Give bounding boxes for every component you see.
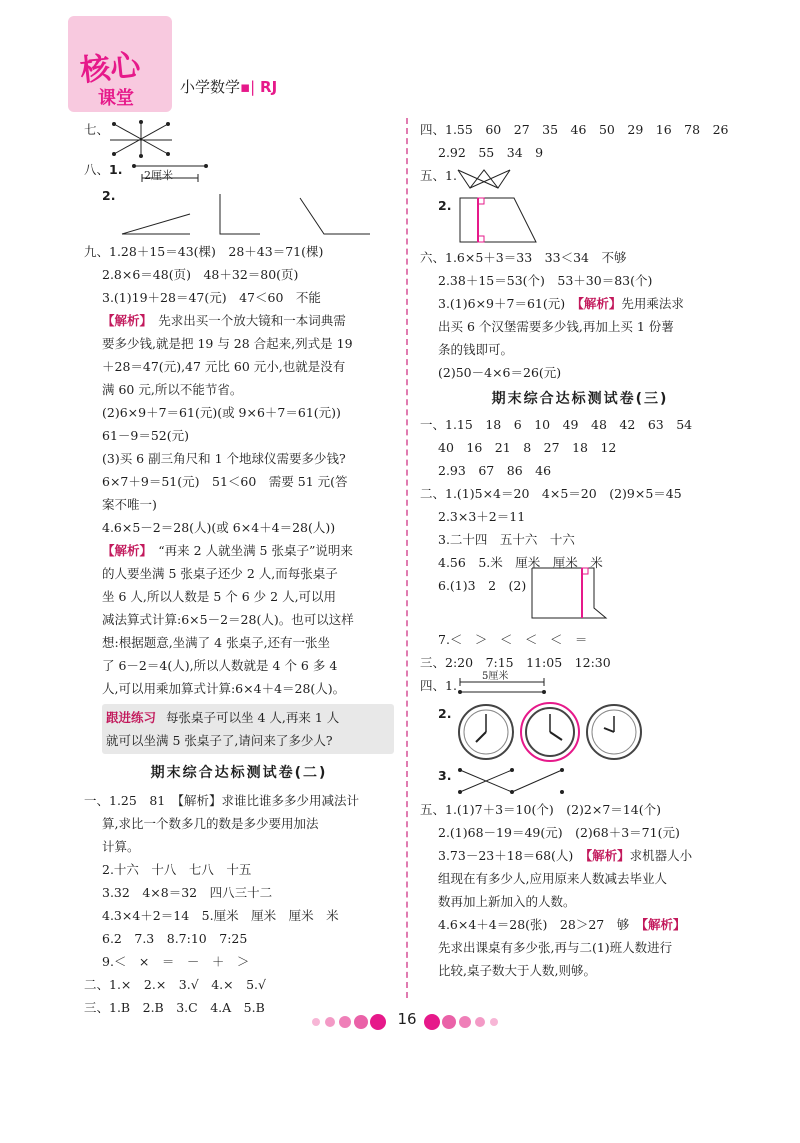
q4b-2-clocks: 2.: [420, 702, 740, 764]
q5-1-crown-figure: [456, 166, 512, 192]
q8-2: 2.: [84, 184, 394, 240]
practice-box: 跟进练习 每张桌子可以坐 4 人,再来 1 人 就可以坐满 5 张桌子了,请问来了多少人?: [102, 704, 394, 754]
exam3-part-c: 五、1.(1)7＋3＝10(个) (2)2×7＝14(个) 2.(1)68－19＝49(元) (2)68＋3＝71(元) 3.73－23＋18＝68(人) 【解析】求机器人小 组现在有多少人,应用原来人数减去毕业人 数再加上新加入的人数。 4.6×4＋4＝28(张) 28＞27 够 【解析】 先求出课桌有多少张,再与二(1)班人数进行 比较,桌子数大于人数,则够。: [420, 802, 693, 978]
q9-lines: 九、1.28＋15＝43(棵) 28＋43＝71(棵) 2.8×6＝48(页) 48＋32＝80(页) 3.(1)19＋28＝47(元) 47＜60 不能: [84, 244, 324, 305]
q9-3-lines: (2)6×9＋7＝61(元)(或 9×6＋7＝61(元)) 61－9＝52(元) (3)买 6 副三角尺和 1 个地球仪需要多少钱? 6×7＋9＝51(元) 51＜60 需要 51 元(答 案不唯一) 4.6×5－2＝28(人)(或 6×4＋4＝28(人)): [102, 405, 348, 535]
rectangle-fold-figure: [530, 566, 610, 624]
analysis-1: 【解析】 先求出买一个放大镜和一本词典需 要多少钱,就是把 19 与 28 合起来,列式是 19 ＋28＝47(元),47 元比 60 元小,也就是没有 满 60 元,所以不能节省。: [102, 313, 353, 397]
exam3-title: 期末综合达标测试卷(三): [491, 391, 669, 407]
q4b-measure: 5厘米: [482, 671, 509, 682]
right-column: 四、1.55 60 27 35 46 50 29 16 78 26 2.92 55 34 9 五、1. 2. 六、1.6×5＋3＝33 33＜34 不够 2.38＋15＝53(个) 53＋30＝83(个) 3.(1)6×9＋7＝61(元) 【解析】先用乘法求 出买 6 个汉堡需要多少钱,再加上买 1 份薯 条的钱即可。 (2)50－4×6＝26(元) 期末综合达标测试卷(三) 一、1.15 18 6 10 49 48 42 63 54 40 16 21 8 27 18 12 2.93 67 86 46 二、1.(1)5×4＝20 4×5＝20 (2)9×5＝45 2.3×3＋2＝11 3.二十四 五十六 十六 4.56 5.米 厘米 厘米 米 6.(1)3 2 (2) 7.＜ ＞ ＜ ＜ ＜ ＝ 三、2:20 7:15 11:05 12:30 四、1. 5厘米 2. 3. 五、1.(1)7＋3＝10(个) (2)2×7＝14(个) 2.(1)68－19＝49(元) (2)68＋3＝71(元) 3.73－23＋18＝68(人) 【解析】求机器人小 组现在有多少人,应用原来人数减去毕业人 数再加上新加入的人数。 4.6×4＋4＝28(张) 28＞27 够 【解析】 先求出课桌有多少张,再与二(1)班人数进行 比较,桌子数大于人数,则够。: [420, 118, 740, 982]
column-divider: [406, 118, 408, 998]
page-number: 16: [397, 1010, 417, 1028]
q8-measure: 2厘米: [144, 169, 173, 182]
header-subject: 小学数学▪| RJ: [180, 78, 278, 96]
q4b-3: 3.: [420, 764, 740, 798]
q8-2-angles: [120, 192, 370, 236]
q5-2: 2.: [420, 194, 740, 246]
analysis-2: 【解析】 “再来 2 人就坐满 5 张桌子”说明来 的人要坐满 5 张桌子还少 2 人,而每张桌子 坐 6 人,所以人数是 5 个 6 少 2 人,可以用 减法算式计算:6×5－2＝28(人)。也可以这样 想:根据题意,坐满了 4 张桌子,还有一张坐 了 6－2＝4(人),所以人数就是 4 个 6 多 4 人,可以用乘加算式计算:6×4＋4＝28(人)。: [102, 543, 354, 696]
q7: 七、: [84, 118, 394, 158]
q6-figure-row: 6.(1)3 2 (2): [420, 574, 740, 628]
logo-badge: [68, 16, 172, 112]
q7-star-figure: [106, 118, 176, 158]
logo-text-2: 课堂: [98, 88, 134, 109]
q6-lines: 六、1.6×5＋3＝33 33＜34 不够 2.38＋15＝53(个) 53＋30＝83(个) 3.(1)6×9＋7＝61(元) 【解析】先用乘法求 出买 6 个汉堡需要多少钱,再加上买 1 份薯 条的钱即可。 (2)50－4×6＝26(元): [420, 250, 684, 380]
clock-faces: [456, 702, 646, 764]
logo-text-1: 核心: [78, 47, 142, 89]
q4b-1: 四、1. 5厘米: [420, 674, 740, 702]
exam2-title: 期末综合达标测试卷(二): [150, 765, 328, 781]
q8: 八、1. 2厘米: [84, 158, 394, 184]
q5-1: 五、1.: [420, 164, 740, 194]
exam2-lines: 一、1.25 81 【解析】求谁比谁多多少用减法计 算,求比一个数多几的数是多少要用加法 计算。 2.十六 十八 七八 十五 3.32 4×8＝32 四八三十二 4.3×4＋2＝14 5.厘米 厘米 厘米 米 6.2 7.3 8.7:10 7:25 9.＜ × ＝ － ＋ ＞ 二、1.× 2.× 3.√ 4.× 5.√ 三、1.B 2.B 3.C 4.A 5.B: [84, 793, 359, 1015]
exam3-part-a: 一、1.15 18 6 10 49 48 42 63 54 40 16 21 8 27 18 12 2.93 67 86 46 二、1.(1)5×4＝20 4×5＝20 (2)9×5＝45 2.3×3＋2＝11 3.二十四 五十六 十六 4.56 5.米 厘米 厘米 米 6.(1)3 2 (2): [420, 413, 740, 628]
left-column: [84, 118, 394, 1019]
q5-2-trapezoid: [458, 196, 538, 244]
q4b-3-matching-figure: [456, 766, 566, 796]
exam3-part-b: 7.＜ ＞ ＜ ＜ ＜ ＝ 三、2:20 7:15 11:05 12:30: [420, 632, 611, 670]
